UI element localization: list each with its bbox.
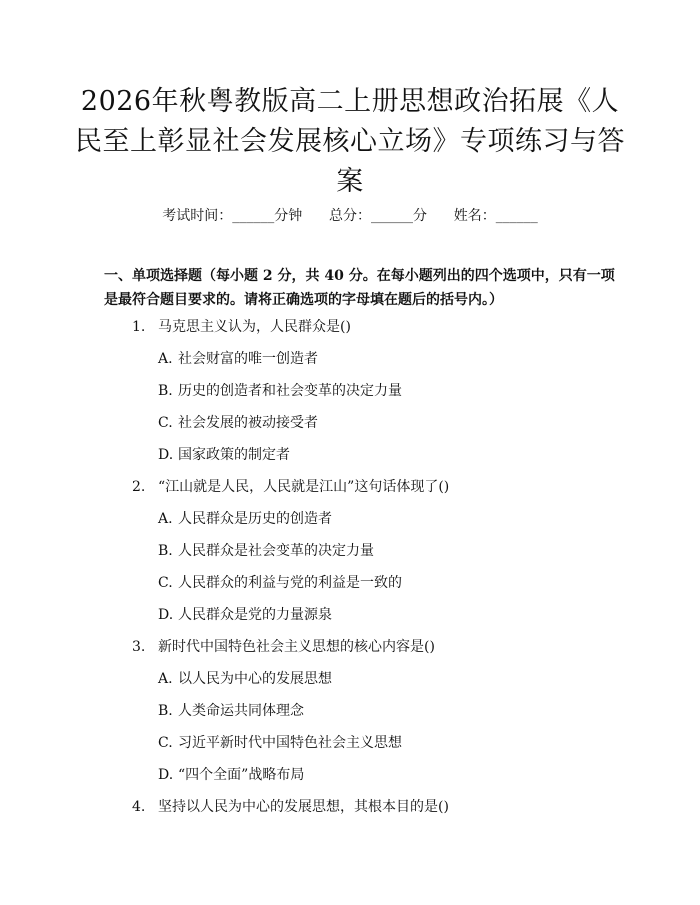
option-text: 人民群众的利益与党的利益是一致的 — [178, 575, 402, 591]
option-letter: D. — [158, 767, 174, 783]
question-number: 3. — [132, 639, 146, 655]
option-text: 社会财富的唯一创造者 — [178, 351, 318, 367]
option-text: 人类命运共同体理念 — [178, 703, 304, 719]
option-text: “四个全面”战略布局 — [178, 767, 305, 783]
question-3-option-a — [158, 670, 332, 688]
question-number: 2. — [132, 479, 146, 495]
option-text: 历史的创造者和社会变革的决定力量 — [178, 383, 402, 399]
option-letter: C. — [158, 735, 173, 751]
question-2-option-b — [158, 542, 374, 560]
question-1-option-a — [158, 350, 318, 368]
option-letter: B. — [158, 543, 173, 559]
option-letter: C. — [158, 575, 173, 591]
question-2-option-c — [158, 574, 402, 592]
option-text: 国家政策的制定者 — [178, 447, 290, 463]
document-title: 2026年秋粤教版高二上册思想政治拓展《人民至上彰显社会发展核心立场》专项练习与答案 — [75, 86, 625, 197]
option-text: 人民群众是社会变革的决定力量 — [178, 543, 374, 559]
question-1-option-d — [158, 446, 290, 464]
section-heading: 一、单项选择题（每小题 2 分，共 40 分。在每小题列出的四个选项中，只有一项是最符合题目要求的。请将正确选项的字母填在题后的括号内。） — [104, 268, 615, 308]
option-letter: A. — [158, 671, 173, 687]
question-4 — [132, 798, 449, 816]
question-1 — [132, 318, 351, 336]
option-letter: C. — [158, 415, 173, 431]
question-3-option-b — [158, 702, 304, 720]
option-letter: D. — [158, 607, 174, 623]
question-stem: 新时代中国特色社会主义思想的核心内容是() — [158, 639, 435, 655]
question-number: 4. — [132, 799, 146, 815]
question-3-option-d — [158, 766, 304, 784]
question-2-option-a — [158, 510, 332, 528]
option-letter: B. — [158, 383, 173, 399]
option-text: 人民群众是党的力量源泉 — [178, 607, 332, 623]
question-stem: 马克思主义认为，人民群众是() — [158, 319, 351, 335]
option-text: 人民群众是历史的创造者 — [178, 511, 332, 527]
question-1-option-b — [158, 382, 402, 400]
option-letter: B. — [158, 703, 173, 719]
question-3 — [132, 638, 435, 656]
option-text: 以人民为中心的发展思想 — [178, 671, 332, 687]
question-2 — [132, 478, 449, 496]
option-letter: D. — [158, 447, 174, 463]
question-stem: “江山就是人民，人民就是江山”这句话体现了() — [158, 479, 450, 495]
option-text: 社会发展的被动接受者 — [178, 415, 318, 431]
question-number: 1. — [132, 319, 146, 335]
question-stem: 坚持以人民为中心的发展思想，其根本目的是() — [158, 799, 449, 815]
exam-info-line: 考试时间：______分钟 总分：______分 姓名：______ — [162, 208, 538, 224]
option-letter: A. — [158, 511, 173, 527]
question-2-option-d — [158, 606, 332, 624]
question-1-option-c — [158, 414, 318, 432]
question-3-option-c — [158, 734, 402, 752]
option-letter: A. — [158, 351, 173, 367]
option-text: 习近平新时代中国特色社会主义思想 — [178, 735, 402, 751]
